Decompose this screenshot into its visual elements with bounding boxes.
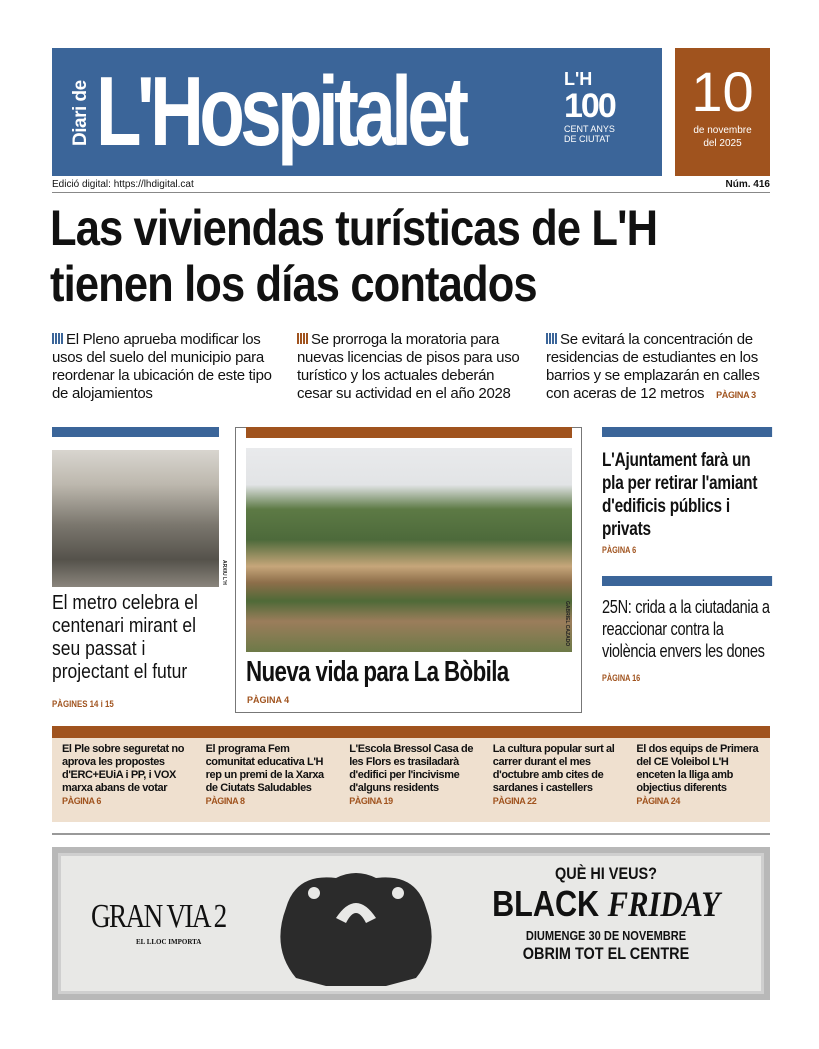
bullet-icon	[297, 333, 308, 344]
bullet-text: El Pleno aprueba modificar los usos del suelo del municipio para reordenar la ubicación de este tipo de alojamientos	[52, 331, 272, 402]
lead-bullet	[546, 331, 771, 403]
right-story-page[interactable]: PÀGINA 6	[602, 545, 637, 555]
issue-number: Núm. 416	[725, 179, 770, 190]
brief-text: El dos equips de Primera del CE Voleibol L'H enceten la lliga amb objectius diferents	[636, 743, 759, 794]
date-box	[675, 48, 770, 176]
divider	[52, 192, 770, 193]
brief-item[interactable]	[339, 738, 483, 822]
main-headline: Las viviendas turísticas de L'H tienen los días contados	[50, 200, 658, 312]
centenary-number: 100	[564, 87, 615, 125]
brief-text: La cultura popular surt al carrer durant el mes d'octubre amb cites de sardanes i castellers	[492, 743, 615, 794]
ad-question: QUÈ HI VEUS?	[555, 864, 657, 883]
date-month: de novembre	[693, 125, 752, 136]
left-story	[52, 592, 227, 710]
centenary-mark: L'H	[564, 69, 593, 89]
ad-copy	[451, 864, 761, 964]
left-story-title[interactable]: El metro celebra el centenari mirant el seu passat i projectant el futur	[52, 592, 198, 683]
lead-bullet	[297, 331, 522, 403]
center-story-title[interactable]: Nueva vida para La Bòbila	[246, 656, 509, 688]
brief-item[interactable]	[626, 738, 770, 822]
brief-item[interactable]	[483, 738, 627, 822]
advertisement[interactable]	[52, 847, 770, 1000]
date-year: del 2025	[703, 138, 742, 149]
ad-line1: DIUMENGE 30 DE NOVEMBRE	[525, 928, 687, 943]
briefs-strip	[52, 738, 770, 822]
brief-text: L'Escola Bressol Casa de les Flors es trasiladarà d'edifici per l'incivisme d'alguns residents	[349, 743, 474, 794]
brief-item[interactable]	[52, 738, 196, 822]
bobila-photo	[246, 448, 572, 652]
brief-page: PÀGINA 22	[492, 796, 537, 806]
centenary-logo	[564, 70, 654, 144]
photo-credit: ARXIU L'H	[221, 560, 227, 585]
bullet-icon	[546, 333, 557, 344]
divider	[52, 833, 770, 835]
brief-page: PÀGINA 19	[349, 796, 393, 806]
masthead-title: L'Hospitalet	[96, 56, 465, 166]
ad-friday: FRIDAY	[607, 884, 720, 924]
right-story-title[interactable]: L'Ajuntament farà un pla per retirar l'amiant d'edificis públics i privats	[602, 450, 758, 540]
section-bar	[246, 427, 572, 438]
ad-black: BLACK	[492, 883, 600, 924]
bullet-icon	[52, 333, 63, 344]
right-story-title[interactable]: 25N: crida a la ciutadania a reaccionar contra la violència envers les dones	[602, 597, 770, 661]
section-bar	[52, 427, 219, 437]
inkblot-image	[266, 868, 446, 988]
bullet-text: Se prorroga la moratoria para nuevas licencias de pisos para uso turístico y los actuales deberán cesar su actividad en el año 2028	[297, 331, 520, 402]
date-day: 10	[691, 60, 754, 123]
brief-text: El programa Fem comunitat educativa L'H rep un premi de la Xarxa de Ciutats Saludables	[205, 743, 324, 794]
ad-tagline: EL LLOC IMPORTA	[136, 938, 202, 946]
brief-item[interactable]	[196, 738, 340, 822]
left-story-page[interactable]: PÀGINES 14 i 15	[52, 699, 114, 709]
metro-photo	[52, 450, 227, 587]
centenary-text: DE CIUTAT	[564, 134, 611, 144]
brief-page: PÀGINA 6	[62, 796, 101, 806]
right-story-page[interactable]: PÀGINA 16	[602, 673, 641, 683]
edition-link[interactable]: Edició digital: https://lhdigital.cat	[52, 179, 194, 190]
lead-bullet	[52, 331, 277, 403]
photo-credit: GABRIEL CAZADO	[564, 600, 570, 646]
centenary-text: CENT ANYS	[564, 124, 615, 134]
briefs-bar	[52, 726, 770, 738]
section-bar	[602, 427, 772, 437]
brief-page: PÀGINA 8	[205, 796, 245, 806]
right-column	[602, 427, 772, 684]
center-story-page[interactable]: PÀGINA 4	[247, 695, 290, 705]
masthead	[52, 48, 662, 176]
brief-text: El Ple sobre seguretat no aprova les propostes d'ERC+EUiA i PP, i VOX marxa abans de votar	[62, 743, 185, 794]
bullet-text: Se evitará la concentración de residencias de estudiantes en los barrios y se emplazarán en calles con aceras de 12 metros	[546, 331, 760, 402]
section-bar	[602, 576, 772, 586]
masthead-prefix: Diari de	[70, 80, 91, 146]
lead-page-ref[interactable]: PÀGINA 3	[716, 390, 756, 400]
ad-line2: OBRIM TOT EL CENTRE	[522, 944, 690, 963]
ad-brand: GRAN VIA 2	[91, 898, 226, 935]
brief-page: PÀGINA 24	[636, 796, 680, 806]
